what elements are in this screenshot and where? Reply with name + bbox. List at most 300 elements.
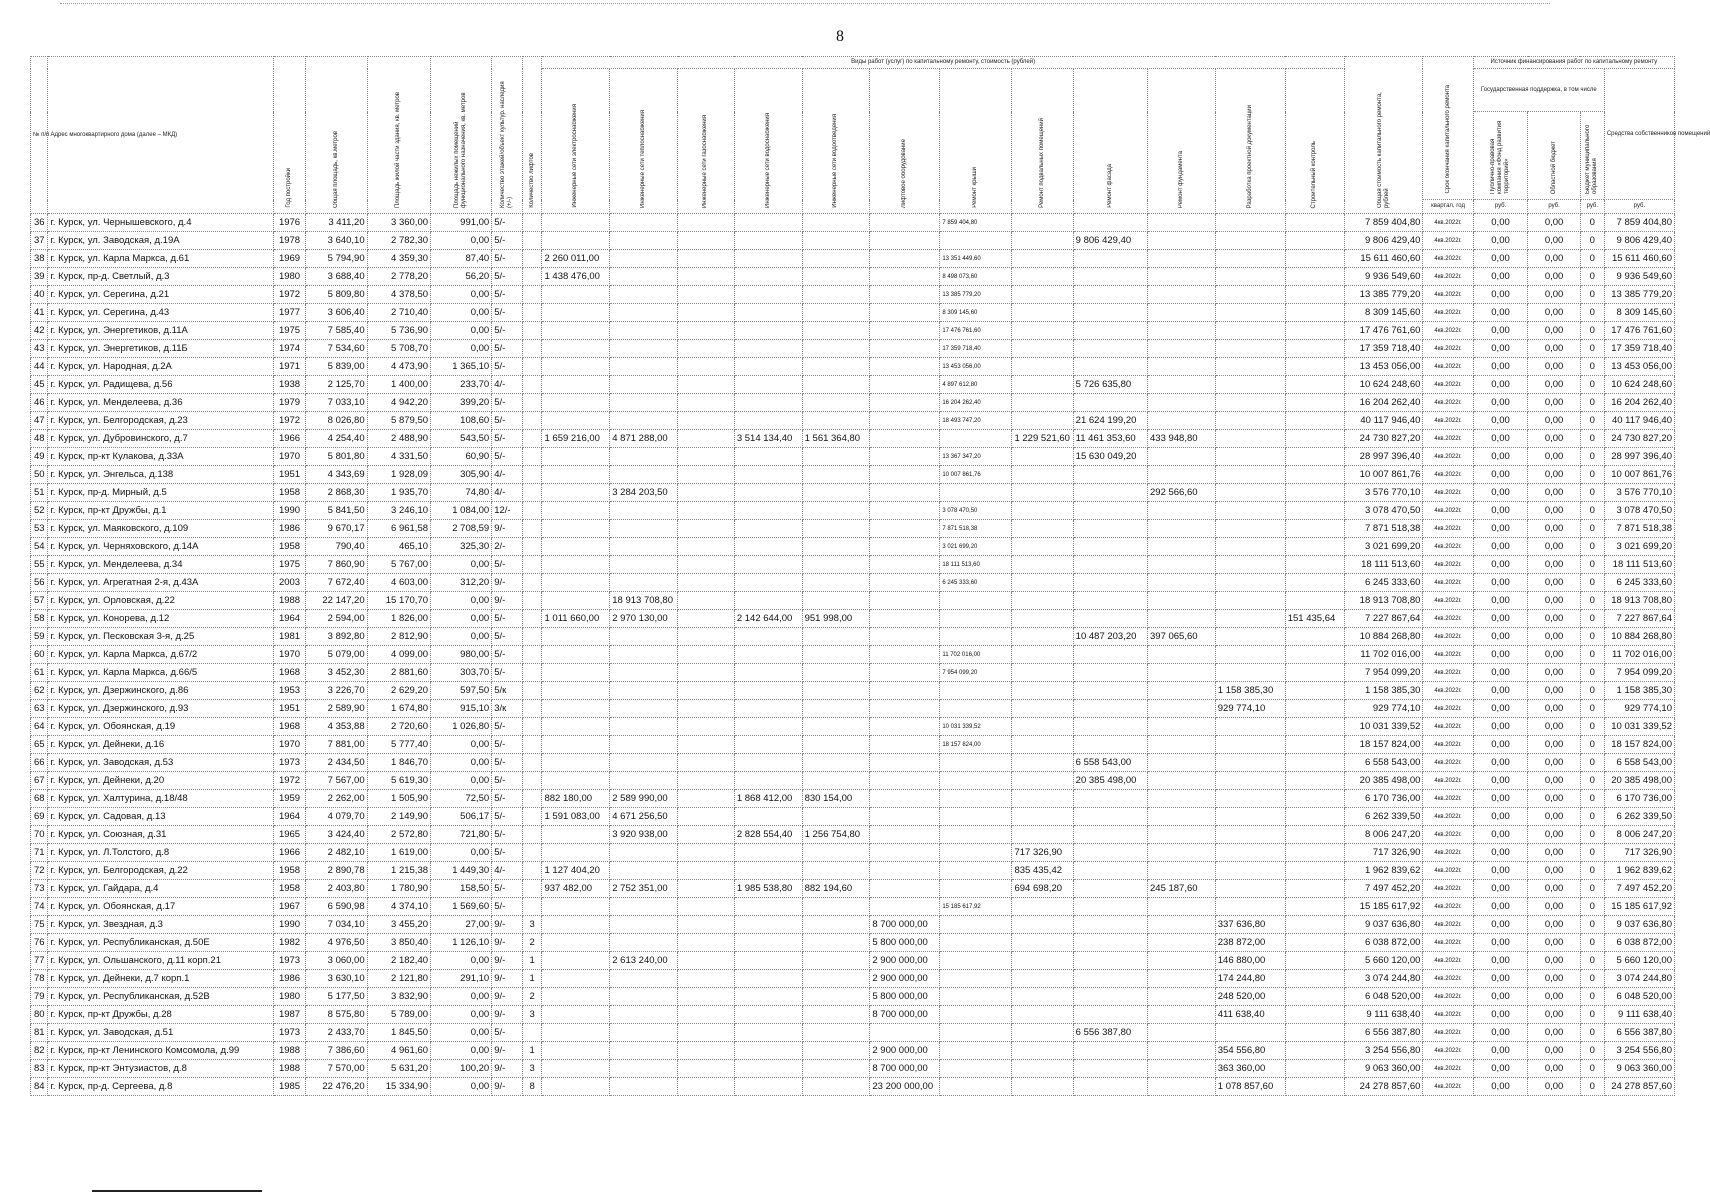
row-nonliving-area: 597,50 — [431, 682, 492, 700]
row-lifts — [522, 574, 542, 592]
header-work-roof: Ремонт крыши — [940, 69, 1012, 214]
row-address: г. Курск, ул. Халтурина, д.18/48 — [48, 790, 273, 808]
row-nonliving-area: 0,00 — [431, 304, 492, 322]
row-work-water — [734, 718, 802, 736]
row-municipal: 0 — [1580, 988, 1604, 1006]
row-work-water: 3 514 134,40 — [734, 430, 802, 448]
table-row — [31, 808, 1675, 826]
row-work-heat — [610, 682, 678, 700]
row-work-sewer — [802, 466, 870, 484]
row-number: 76 — [31, 934, 48, 952]
table-row — [31, 898, 1675, 916]
row-term: 4кв.2022г. — [1423, 1024, 1473, 1042]
row-work-design — [1215, 1024, 1285, 1042]
row-regional: 0,00 — [1528, 844, 1580, 862]
row-living-area: 2 121,80 — [367, 970, 430, 988]
row-number: 61 — [31, 664, 48, 682]
row-work-water — [734, 376, 802, 394]
row-work-gas — [678, 484, 735, 502]
row-work-gas — [678, 718, 735, 736]
row-work-control — [1285, 592, 1344, 610]
row-work-design — [1215, 880, 1285, 898]
row-work-facade — [1073, 934, 1147, 952]
row-work-gas — [678, 664, 735, 682]
row-floors: 9/- — [492, 916, 523, 934]
row-work-facade — [1073, 610, 1147, 628]
row-total-cost: 9 037 636,80 — [1344, 916, 1423, 934]
row-number: 42 — [31, 322, 48, 340]
row-term: 4кв.2022г. — [1423, 916, 1473, 934]
table-row — [31, 592, 1675, 610]
row-term: 4кв.2022г. — [1423, 988, 1473, 1006]
row-work-lift — [870, 214, 940, 232]
row-term: 4кв.2022г. — [1423, 268, 1473, 286]
row-fund: 0,00 — [1473, 376, 1528, 394]
row-address: г. Курск, ул. Карла Маркса, д.66/5 — [48, 664, 273, 682]
row-work-foundation — [1148, 664, 1216, 682]
row-owners: 9 037 636,80 — [1604, 916, 1674, 934]
row-work-design — [1215, 430, 1285, 448]
row-owners: 717 326,90 — [1604, 844, 1674, 862]
row-number: 43 — [31, 340, 48, 358]
row-year: 1980 — [273, 988, 306, 1006]
row-work-basement — [1012, 1078, 1073, 1096]
row-total-area: 7 881,00 — [306, 736, 367, 754]
row-work-basement — [1012, 538, 1073, 556]
row-floors: 9/- — [492, 520, 523, 538]
row-work-gas — [678, 250, 735, 268]
row-regional: 0,00 — [1528, 826, 1580, 844]
row-work-basement — [1012, 790, 1073, 808]
row-work-sewer — [802, 754, 870, 772]
row-work-foundation — [1148, 502, 1216, 520]
row-work-water — [734, 646, 802, 664]
row-address: г. Курск, ул. Белгородская, д.23 — [48, 412, 273, 430]
row-work-gas — [678, 466, 735, 484]
row-total-cost: 15 611 460,60 — [1344, 250, 1423, 268]
row-work-facade — [1073, 736, 1147, 754]
row-work-basement — [1012, 826, 1073, 844]
row-nonliving-area: 60,90 — [431, 448, 492, 466]
row-work-sewer — [802, 304, 870, 322]
row-work-roof — [940, 772, 1012, 790]
row-address: г. Курск, пр-д. Сергеева, д.8 — [48, 1078, 273, 1096]
row-floors: 5/- — [492, 286, 523, 304]
row-term: 4кв.2022г. — [1423, 484, 1473, 502]
row-work-heat — [610, 520, 678, 538]
row-term: 4кв.2022г. — [1423, 340, 1473, 358]
row-work-control — [1285, 448, 1344, 466]
row-work-gas — [678, 592, 735, 610]
row-total-area: 2 434,50 — [306, 754, 367, 772]
table-row — [31, 340, 1675, 358]
table-body — [31, 214, 1675, 1096]
row-address: г. Курск, пр-кт Ленинского Комсомола, д.99 — [48, 1042, 273, 1060]
row-work-roof: 13 367 347,20 — [940, 448, 1012, 466]
row-fund: 0,00 — [1473, 1024, 1528, 1042]
row-nonliving-area: 980,00 — [431, 646, 492, 664]
row-regional: 0,00 — [1528, 592, 1580, 610]
row-address: г. Курск, ул. Республиканская, д.52В — [48, 988, 273, 1006]
header-state-support: Государственная поддержка, в том числе — [1473, 69, 1604, 112]
row-work-foundation: 292 566,60 — [1148, 484, 1216, 502]
row-work-sewer — [802, 1024, 870, 1042]
row-total-cost: 18 157 824,00 — [1344, 736, 1423, 754]
row-owners: 18 111 513,60 — [1604, 556, 1674, 574]
row-living-area: 5 879,50 — [367, 412, 430, 430]
row-lifts — [522, 538, 542, 556]
row-work-basement — [1012, 376, 1073, 394]
row-year: 1958 — [273, 538, 306, 556]
row-fund: 0,00 — [1473, 646, 1528, 664]
row-total-cost: 9 936 549,60 — [1344, 268, 1423, 286]
row-total-area: 7 386,60 — [306, 1042, 367, 1060]
row-work-foundation — [1148, 376, 1216, 394]
row-work-electric — [542, 322, 610, 340]
row-work-foundation — [1148, 610, 1216, 628]
row-work-water — [734, 1078, 802, 1096]
row-regional: 0,00 — [1528, 538, 1580, 556]
row-work-lift: 23 200 000,00 — [870, 1078, 940, 1096]
row-address: г. Курск, ул. Дзержинского, д.86 — [48, 682, 273, 700]
row-work-gas — [678, 304, 735, 322]
row-work-basement — [1012, 808, 1073, 826]
row-work-water: 1 985 538,80 — [734, 880, 802, 898]
row-total-area: 7 033,10 — [306, 394, 367, 412]
row-total-cost: 20 385 498,00 — [1344, 772, 1423, 790]
row-work-water — [734, 1006, 802, 1024]
row-year: 1980 — [273, 268, 306, 286]
row-work-lift — [870, 718, 940, 736]
row-work-design — [1215, 790, 1285, 808]
row-total-cost: 15 185 617,92 — [1344, 898, 1423, 916]
row-lifts — [522, 358, 542, 376]
row-regional: 0,00 — [1528, 862, 1580, 880]
row-year: 1970 — [273, 736, 306, 754]
row-living-area: 15 170,70 — [367, 592, 430, 610]
table-row — [31, 682, 1675, 700]
row-year: 1970 — [273, 448, 306, 466]
row-living-area: 4 603,00 — [367, 574, 430, 592]
row-year: 1972 — [273, 286, 306, 304]
row-work-heat — [610, 844, 678, 862]
row-work-roof — [940, 682, 1012, 700]
row-owners: 9 936 549,60 — [1604, 268, 1674, 286]
row-living-area: 1 935,70 — [367, 484, 430, 502]
row-owners: 11 702 016,00 — [1604, 646, 1674, 664]
row-owners: 7 954 099,20 — [1604, 664, 1674, 682]
row-work-water — [734, 628, 802, 646]
row-work-sewer — [802, 214, 870, 232]
row-work-electric: 882 180,00 — [542, 790, 610, 808]
row-work-lift — [870, 484, 940, 502]
row-fund: 0,00 — [1473, 268, 1528, 286]
row-work-electric: 2 260 011,00 — [542, 250, 610, 268]
row-floors: 5/- — [492, 412, 523, 430]
row-total-area: 7 672,40 — [306, 574, 367, 592]
row-living-area: 1 780,90 — [367, 880, 430, 898]
row-owners: 7 871 518,38 — [1604, 520, 1674, 538]
row-work-control — [1285, 1060, 1344, 1078]
row-work-control — [1285, 214, 1344, 232]
row-work-roof: 7 871 518,38 — [940, 520, 1012, 538]
row-total-area: 3 411,20 — [306, 214, 367, 232]
row-owners: 9 111 638,40 — [1604, 1006, 1674, 1024]
row-term: 4кв.2022г. — [1423, 772, 1473, 790]
row-work-lift — [870, 826, 940, 844]
row-living-area: 1 400,00 — [367, 376, 430, 394]
row-nonliving-area: 0,00 — [431, 736, 492, 754]
row-work-sewer — [802, 718, 870, 736]
row-work-heat: 2 613 240,00 — [610, 952, 678, 970]
row-work-electric — [542, 520, 610, 538]
row-floors: 5/- — [492, 1024, 523, 1042]
row-address: г. Курск, ул. Энгельса, д.138 — [48, 466, 273, 484]
row-work-facade — [1073, 304, 1147, 322]
row-work-water — [734, 754, 802, 772]
table-row — [31, 664, 1675, 682]
row-regional: 0,00 — [1528, 556, 1580, 574]
row-total-area: 790,40 — [306, 538, 367, 556]
row-work-electric — [542, 340, 610, 358]
row-nonliving-area: 312,20 — [431, 574, 492, 592]
table-row — [31, 466, 1675, 484]
row-address: г. Курск, ул. Менделеева, д.36 — [48, 394, 273, 412]
row-living-area: 15 334,90 — [367, 1078, 430, 1096]
row-work-facade — [1073, 700, 1147, 718]
row-work-control — [1285, 1024, 1344, 1042]
row-total-cost: 929 774,10 — [1344, 700, 1423, 718]
row-municipal: 0 — [1580, 394, 1604, 412]
row-work-lift — [870, 376, 940, 394]
row-number: 45 — [31, 376, 48, 394]
row-work-lift: 5 800 000,00 — [870, 934, 940, 952]
row-work-facade — [1073, 592, 1147, 610]
row-work-water — [734, 862, 802, 880]
row-work-water — [734, 916, 802, 934]
row-work-electric: 1 659 216,00 — [542, 430, 610, 448]
row-work-heat: 4 871 288,00 — [610, 430, 678, 448]
row-year: 1964 — [273, 808, 306, 826]
row-fund: 0,00 — [1473, 1060, 1528, 1078]
row-work-design: 929 774,10 — [1215, 700, 1285, 718]
row-work-water — [734, 1060, 802, 1078]
row-total-area: 9 670,17 — [306, 520, 367, 538]
row-lifts — [522, 1024, 542, 1042]
row-fund: 0,00 — [1473, 322, 1528, 340]
row-regional: 0,00 — [1528, 394, 1580, 412]
row-lifts — [522, 700, 542, 718]
row-total-cost: 10 624 248,60 — [1344, 376, 1423, 394]
row-fund: 0,00 — [1473, 286, 1528, 304]
row-work-foundation — [1148, 808, 1216, 826]
row-regional: 0,00 — [1528, 700, 1580, 718]
row-work-roof: 13 385 779,20 — [940, 286, 1012, 304]
row-total-area: 4 353,88 — [306, 718, 367, 736]
row-work-heat — [610, 970, 678, 988]
row-work-electric — [542, 592, 610, 610]
row-work-facade: 21 624 199,20 — [1073, 412, 1147, 430]
row-municipal: 0 — [1580, 682, 1604, 700]
row-work-foundation — [1148, 466, 1216, 484]
row-number: 56 — [31, 574, 48, 592]
row-municipal: 0 — [1580, 880, 1604, 898]
row-address: г. Курск, ул. Ольшанского, д.11 корп.21 — [48, 952, 273, 970]
row-regional: 0,00 — [1528, 322, 1580, 340]
row-work-roof: 3 078 470,50 — [940, 502, 1012, 520]
row-work-lift — [870, 628, 940, 646]
row-work-roof — [940, 826, 1012, 844]
row-work-water — [734, 1024, 802, 1042]
row-year: 1982 — [273, 934, 306, 952]
row-work-facade — [1073, 718, 1147, 736]
row-living-area: 2 629,20 — [367, 682, 430, 700]
row-work-foundation — [1148, 1078, 1216, 1096]
row-living-area: 5 789,00 — [367, 1006, 430, 1024]
row-fund: 0,00 — [1473, 664, 1528, 682]
unit-municipal: руб. — [1580, 200, 1604, 214]
row-work-basement — [1012, 1042, 1073, 1060]
row-work-heat: 2 589 990,00 — [610, 790, 678, 808]
row-term: 4кв.2022г. — [1423, 628, 1473, 646]
row-nonliving-area: 0,00 — [431, 772, 492, 790]
row-term: 4кв.2022г. — [1423, 430, 1473, 448]
row-work-water — [734, 970, 802, 988]
row-nonliving-area: 0,00 — [431, 844, 492, 862]
row-regional: 0,00 — [1528, 628, 1580, 646]
row-municipal: 0 — [1580, 646, 1604, 664]
row-work-water — [734, 304, 802, 322]
header-work-foundation: Ремонт фундамента — [1148, 69, 1216, 214]
row-owners: 9 806 429,40 — [1604, 232, 1674, 250]
row-lifts — [522, 718, 542, 736]
row-work-control — [1285, 682, 1344, 700]
row-work-foundation — [1148, 898, 1216, 916]
row-municipal: 0 — [1580, 970, 1604, 988]
row-living-area: 3 455,20 — [367, 916, 430, 934]
row-address: г. Курск, ул. Дзержинского, д.93 — [48, 700, 273, 718]
row-regional: 0,00 — [1528, 610, 1580, 628]
top-border — [60, 3, 1550, 4]
row-floors: 5/- — [492, 394, 523, 412]
row-work-electric — [542, 1006, 610, 1024]
row-work-roof — [940, 430, 1012, 448]
row-total-cost: 24 278 857,60 — [1344, 1078, 1423, 1096]
row-work-basement — [1012, 466, 1073, 484]
row-work-facade — [1073, 1042, 1147, 1060]
row-fund: 0,00 — [1473, 430, 1528, 448]
row-floors: 5/- — [492, 448, 523, 466]
row-work-gas — [678, 574, 735, 592]
row-nonliving-area: 87,40 — [431, 250, 492, 268]
row-work-gas — [678, 376, 735, 394]
row-total-area: 4 343,69 — [306, 466, 367, 484]
row-work-sewer — [802, 844, 870, 862]
row-living-area: 2 572,80 — [367, 826, 430, 844]
row-work-heat — [610, 340, 678, 358]
table-row — [31, 610, 1675, 628]
row-work-lift: 8 700 000,00 — [870, 1060, 940, 1078]
row-total-cost: 17 359 718,40 — [1344, 340, 1423, 358]
row-year: 1975 — [273, 556, 306, 574]
row-fund: 0,00 — [1473, 250, 1528, 268]
row-work-water — [734, 268, 802, 286]
row-lifts — [522, 466, 542, 484]
table-row — [31, 322, 1675, 340]
row-work-water — [734, 988, 802, 1006]
row-work-sewer: 951 998,00 — [802, 610, 870, 628]
row-year: 1958 — [273, 862, 306, 880]
table-row — [31, 826, 1675, 844]
row-total-cost: 28 997 396,40 — [1344, 448, 1423, 466]
row-fund: 0,00 — [1473, 628, 1528, 646]
row-floors: 9/- — [492, 934, 523, 952]
row-address: г. Курск, ул. Орловская, д.22 — [48, 592, 273, 610]
row-work-sewer — [802, 664, 870, 682]
row-regional: 0,00 — [1528, 664, 1580, 682]
row-work-sewer: 1 256 754,80 — [802, 826, 870, 844]
row-nonliving-area: 0,00 — [431, 1042, 492, 1060]
row-nonliving-area: 399,20 — [431, 394, 492, 412]
row-year: 1977 — [273, 304, 306, 322]
row-total-cost: 6 170 736,00 — [1344, 790, 1423, 808]
row-fund: 0,00 — [1473, 448, 1528, 466]
row-nonliving-area: 325,30 — [431, 538, 492, 556]
row-nonliving-area: 1 026,80 — [431, 718, 492, 736]
row-work-design — [1215, 664, 1285, 682]
row-work-foundation — [1148, 646, 1216, 664]
row-owners: 6 245 333,60 — [1604, 574, 1674, 592]
row-work-heat — [610, 574, 678, 592]
row-work-foundation — [1148, 340, 1216, 358]
row-work-gas — [678, 610, 735, 628]
table-row — [31, 736, 1675, 754]
row-fund: 0,00 — [1473, 808, 1528, 826]
row-work-heat — [610, 916, 678, 934]
row-fund: 0,00 — [1473, 682, 1528, 700]
row-work-water — [734, 772, 802, 790]
row-work-control — [1285, 790, 1344, 808]
row-total-area: 3 606,40 — [306, 304, 367, 322]
row-floors: 9/- — [492, 970, 523, 988]
row-work-heat — [610, 268, 678, 286]
row-term: 4кв.2022г. — [1423, 682, 1473, 700]
row-work-roof — [940, 880, 1012, 898]
row-work-design — [1215, 844, 1285, 862]
row-work-design: 1 158 385,30 — [1215, 682, 1285, 700]
row-work-facade — [1073, 826, 1147, 844]
row-year: 1979 — [273, 394, 306, 412]
row-work-water — [734, 538, 802, 556]
row-work-facade — [1073, 322, 1147, 340]
row-regional: 0,00 — [1528, 574, 1580, 592]
row-work-foundation — [1148, 682, 1216, 700]
header-municipal: Бюджет муниципального образования — [1580, 112, 1604, 200]
row-nonliving-area: 0,00 — [431, 1006, 492, 1024]
row-total-area: 2 482,10 — [306, 844, 367, 862]
row-fund: 0,00 — [1473, 970, 1528, 988]
row-work-sewer — [802, 682, 870, 700]
row-work-design — [1215, 286, 1285, 304]
row-owners: 15 185 617,92 — [1604, 898, 1674, 916]
row-work-control — [1285, 880, 1344, 898]
row-work-basement — [1012, 898, 1073, 916]
row-total-area: 5 839,00 — [306, 358, 367, 376]
row-work-electric — [542, 412, 610, 430]
row-work-design — [1215, 628, 1285, 646]
row-total-area: 5 177,50 — [306, 988, 367, 1006]
row-work-gas — [678, 232, 735, 250]
